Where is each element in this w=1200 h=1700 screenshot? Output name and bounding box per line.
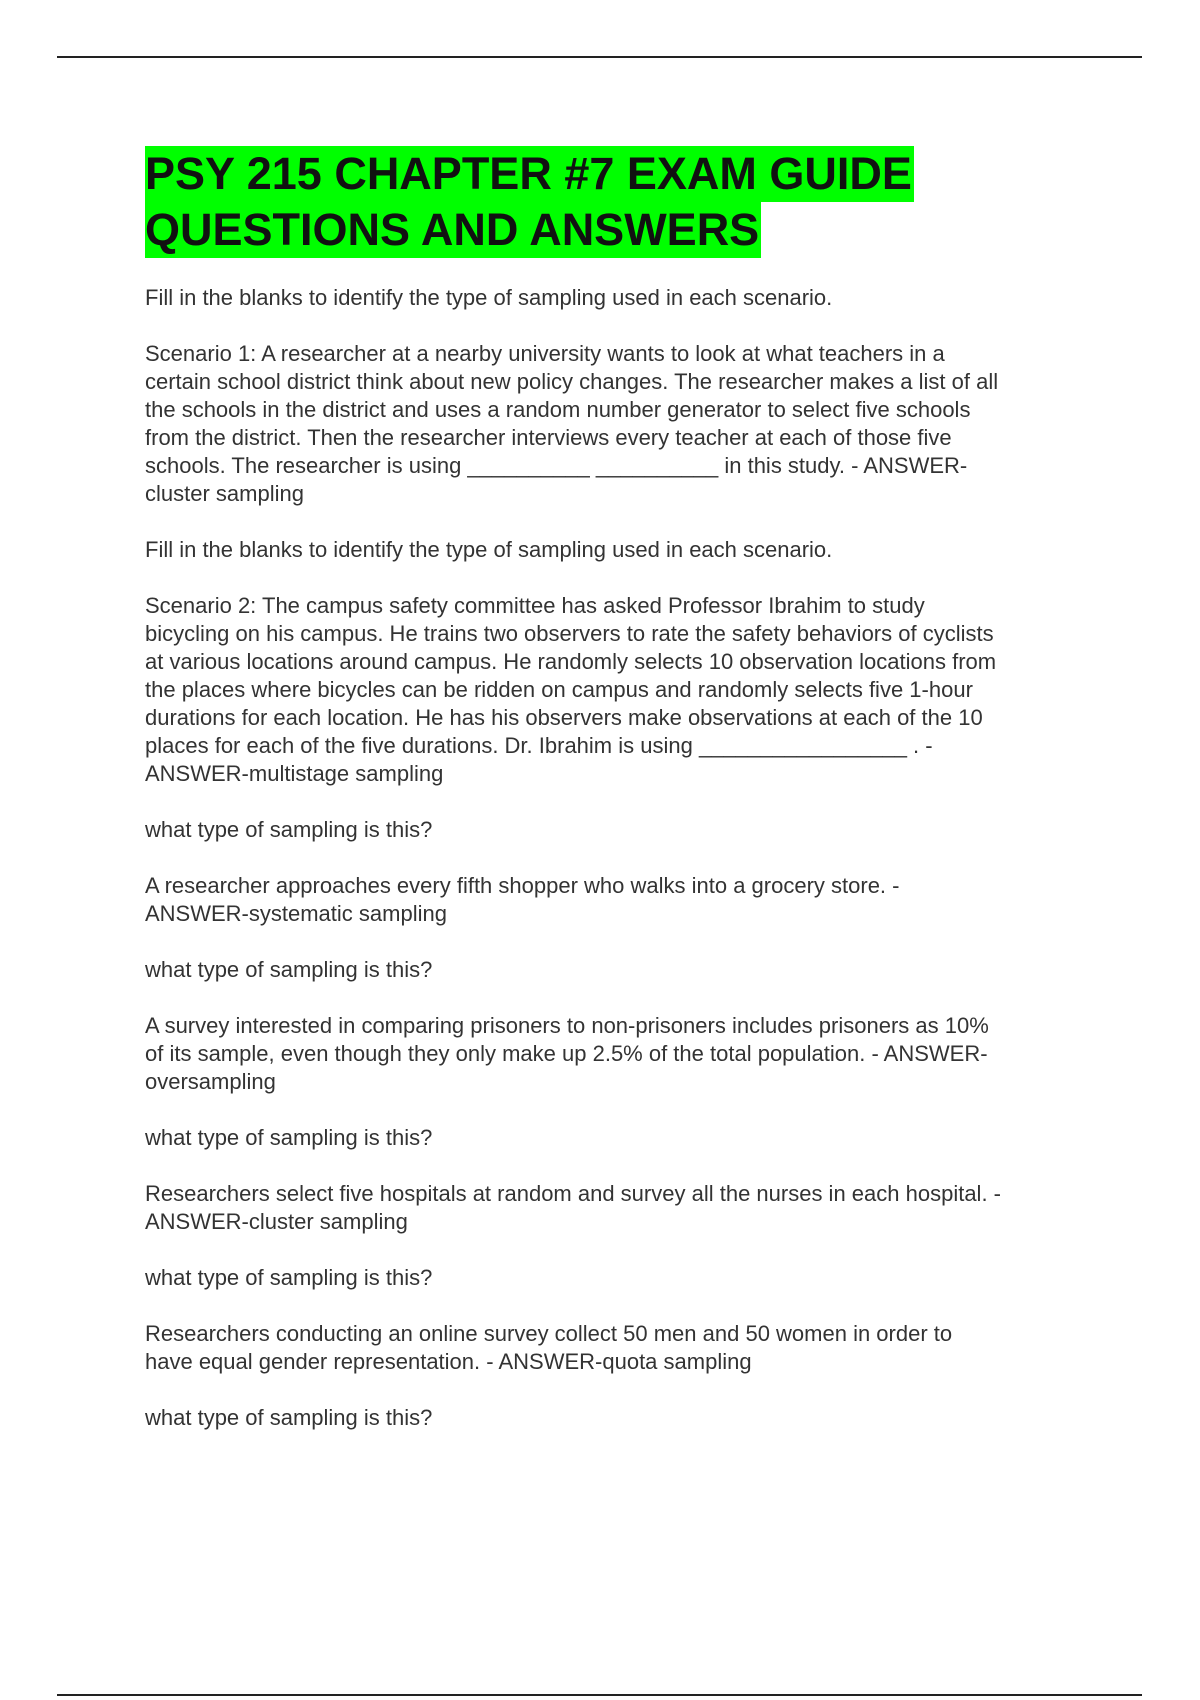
prompt-text: what type of sampling is this? [145, 957, 433, 982]
title-line-1: PSY 215 CHAPTER #7 EXAM GUIDE [145, 146, 914, 202]
document-body [145, 146, 1095, 1460]
question-answer: Researchers conducting an online survey collect 50 men and 50 women in order to have equal gender representation. - ANSWER-quota sampling [145, 1321, 953, 1374]
title-line-2: QUESTIONS AND ANSWERS [145, 202, 761, 258]
prompt-text: what type of sampling is this? [145, 1125, 433, 1150]
question-answer: Researchers select five hospitals at random and survey all the nurses in each hospital. - ANSWER-cluster sampling [145, 1181, 1001, 1234]
instruction-text: Fill in the blanks to identify the type of sampling used in each scenario. [145, 537, 833, 562]
question-list [145, 284, 1095, 1432]
prompt-text: what type of sampling is this? [145, 1405, 433, 1430]
top-divider [57, 56, 1142, 58]
scenario-2-question: Scenario 2: The campus safety committee has asked Professor Ibrahim to study bicycling on his campus. He trains two observers to rate the safety behaviors of cyclists at various locations around campus. He randomly selects 10 observation locations from the places where bicycles can be ridden on campus and randomly selects five 1-hour durations for each location. He has his observers make observations at each of the 10 places for each of the five durations. Dr. Ibrahim is using _________________ . - ANSWER-multistage sampling [145, 593, 997, 786]
bottom-divider [57, 1694, 1142, 1696]
prompt-text: what type of sampling is this? [145, 817, 433, 842]
question-answer: A survey interested in comparing prisoners to non-prisoners includes prisoners as 10% of its sample, even though they only make up 2.5% of the total population. - ANSWER- oversampling [145, 1013, 989, 1094]
prompt-text: what type of sampling is this? [145, 1265, 433, 1290]
scenario-1-question: Scenario 1: A researcher at a nearby university wants to look at what teachers in a certain school district think about new policy changes. The researcher makes a list of all the schools in the district and uses a random number generator to select five schools from the district. Then the researcher interviews every teacher at each of those five schools. The researcher is using __________ __________ in this study. - ANSWER- cluster sampling [145, 341, 999, 506]
instruction-text: Fill in the blanks to identify the type of sampling used in each scenario. [145, 285, 833, 310]
question-answer: A researcher approaches every fifth shopper who walks into a grocery store. - ANSWER-systematic sampling [145, 873, 900, 926]
document-title [145, 146, 1095, 258]
